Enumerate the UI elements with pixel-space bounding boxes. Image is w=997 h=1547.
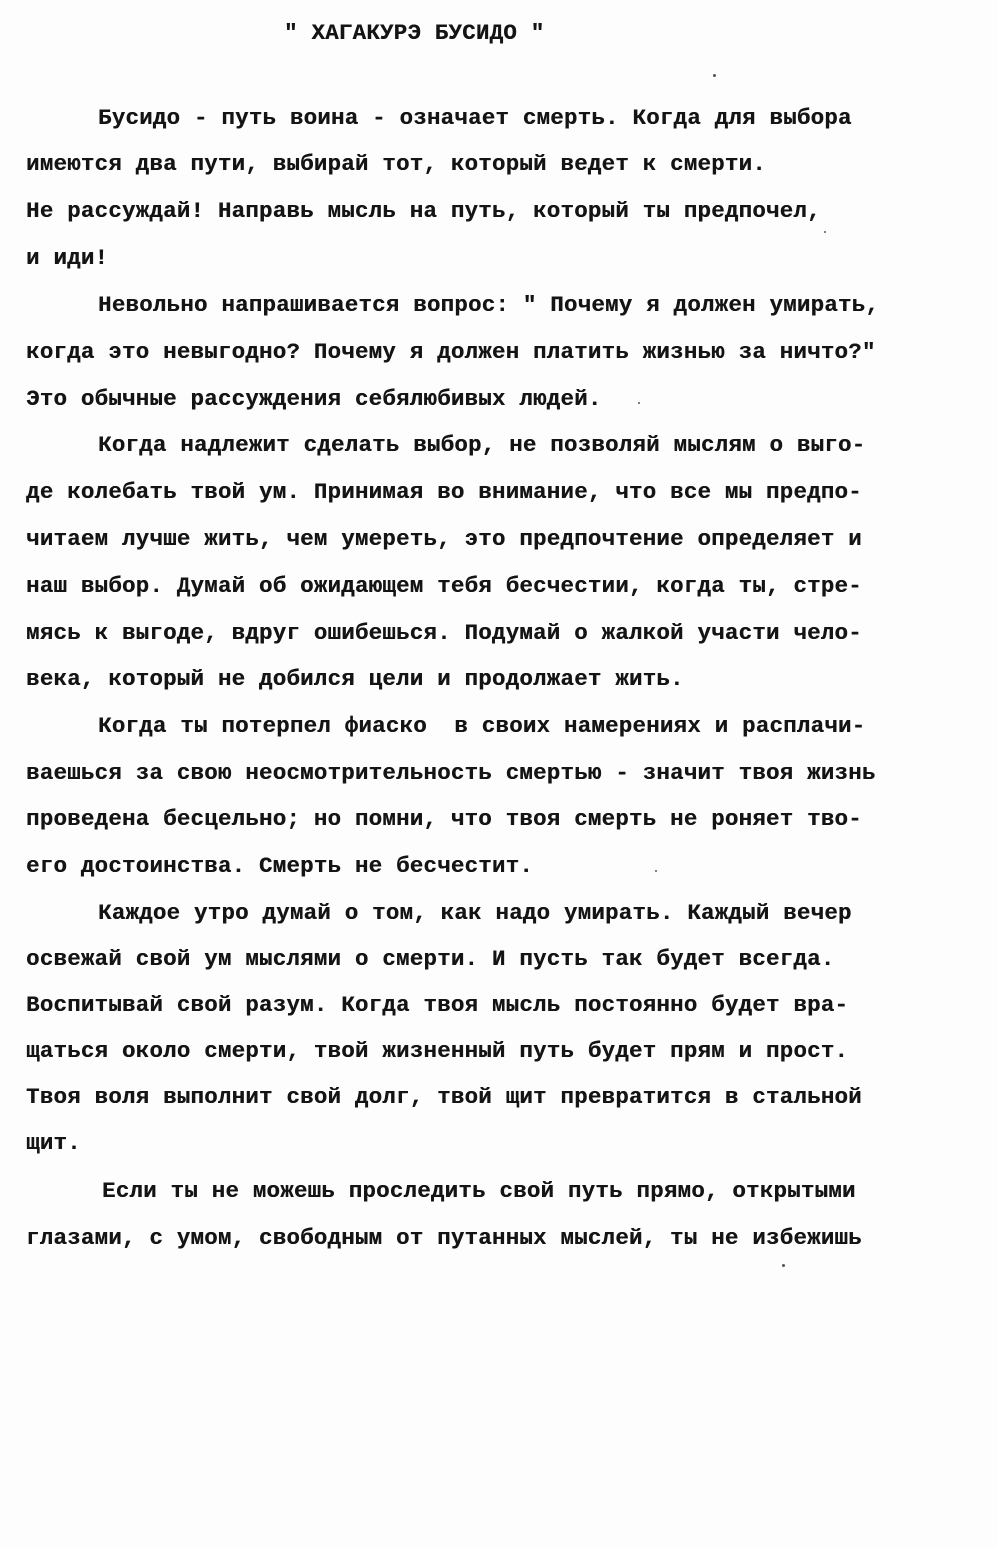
text-line: Не рассуждай! Направь мысль на путь, который ты предпочел, [26,198,821,224]
text-line: мясь к выгоде, вдруг ошибешься. Подумай о жалкой участи чело- [26,620,862,646]
scan-speck [638,402,640,404]
text-line: Невольно напрашивается вопрос: " Почему я должен умирать, [98,292,880,318]
text-line: Это обычные рассуждения себялюбивых людей. [26,386,602,412]
text-line: Когда надлежит сделать выбор, не позволяй мыслям о выго- [98,432,866,458]
text-line: щаться около смерти, твой жизненный путь будет прям и прост. [26,1038,849,1064]
text-line: наш выбор. Думай об ожидающем тебя бесчестии, когда ты, стре- [26,573,862,599]
text-line: глазами, с умом, свободным от путанных мыслей, ты не избежишь [26,1225,862,1251]
text-line: де колебать твой ум. Принимая во внимание, что все мы предпо- [26,479,862,505]
text-line: читаем лучше жить, чем умереть, это предпочтение определяет и [26,526,862,552]
text-line: Когда ты потерпел фиаско в своих намерениях и расплачи- [98,713,866,739]
text-line: щит. [26,1130,81,1156]
scan-speck [782,1264,785,1267]
scan-speck [824,231,826,233]
text-line: Воспитывай свой разум. Когда твоя мысль постоянно будет вра- [26,992,849,1018]
text-line: имеются два пути, выбирай тот, который ведет к смерти. [26,151,766,177]
text-line: Бусидо - путь воина - означает смерть. Когда для выбора [98,105,852,131]
text-line: и иди! [26,245,109,271]
text-line: Твоя воля выполнит свой долг, твой щит превратится в стальной [26,1084,862,1110]
text-line: Каждое утро думай о том, как надо умирать. Каждый вечер [98,900,852,926]
scan-speck [655,870,657,872]
text-line: ваешься за свою неосмотрительность смертью - значит твоя жизнь [26,760,876,786]
text-line: Если ты не можешь проследить свой путь прямо, открытыми [102,1178,856,1204]
document-title: " ХАГАКУРЭ БУСИДО " [284,20,545,46]
text-line: его достоинства. Смерть не бесчестит. [26,853,533,879]
text-line: проведена бесцельно; но помни, что твоя смерть не роняет тво- [26,806,862,832]
text-line: когда это невыгодно? Почему я должен платить жизнью за ничто?" [26,339,876,365]
text-line: освежай свой ум мыслями о смерти. И пусть так будет всегда. [26,946,835,972]
text-line: века, который не добился цели и продолжает жить. [26,666,684,692]
scan-speck [713,74,716,77]
